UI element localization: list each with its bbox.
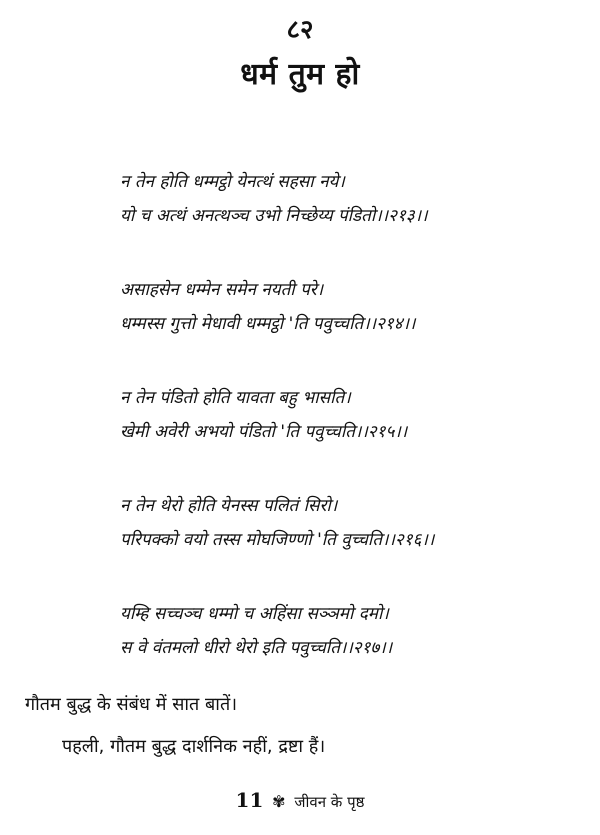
verse-stanza [120, 381, 590, 449]
verse-line: यम्हि सच्चञ्च धम्मो च अहिंसा सञ्ञमो दमो। [120, 604, 389, 624]
verse-line: न तेन होति धम्मट्ठो येनत्थं सहसा नये। [120, 172, 345, 192]
verse-stanza [120, 597, 590, 665]
flower-ornament-icon: ✾ [272, 792, 286, 811]
chapter-title: धर्म तुम हो [240, 57, 360, 92]
footer-book-title: जीवन के पृष्ठ [294, 793, 365, 811]
section-heading: गौतम बुद्ध के संबंध में सात बातें। [25, 694, 238, 715]
verse-line: यो च अत्थं अनत्थञ्च उभो निच्छेय्य पंडितो।।२१३।। [120, 206, 428, 226]
verse-block [120, 165, 590, 705]
footer-page-number: 11 [235, 788, 264, 812]
verse-stanza [120, 165, 590, 233]
verse-line: न तेन थेरो होति येनस्स पलितं सिरो। [120, 496, 338, 516]
verse-line: स वे वंतमलो धीरो थेरो इति पवुच्चति।।२१७।। [120, 638, 393, 658]
verse-line: न तेन पंडितो होति यावता बहु भासति। [120, 388, 351, 408]
page-number: ८२ [286, 15, 314, 45]
verse-stanza [120, 489, 590, 557]
verse-line: असाहसेन धम्मेन समेन नयती परे। [120, 280, 324, 300]
section-first-point: पहली, गौतम बुद्ध दार्शनिक नहीं, द्रष्टा हैं। [62, 736, 326, 757]
verse-line: खेमी अवेरी अभयो पंडितो 'ति पवुच्चति।।२१५।। [120, 422, 408, 442]
verse-stanza [120, 273, 590, 341]
verse-line: धम्मस्स गुत्तो मेधावी धम्मट्ठो 'ति पवुच्चति।।२१४।। [120, 314, 416, 334]
verse-line: परिपक्को वयो तस्स मोघजिण्णो 'ति वुच्चति।।२१६।। [120, 530, 435, 550]
page-footer [0, 788, 600, 812]
